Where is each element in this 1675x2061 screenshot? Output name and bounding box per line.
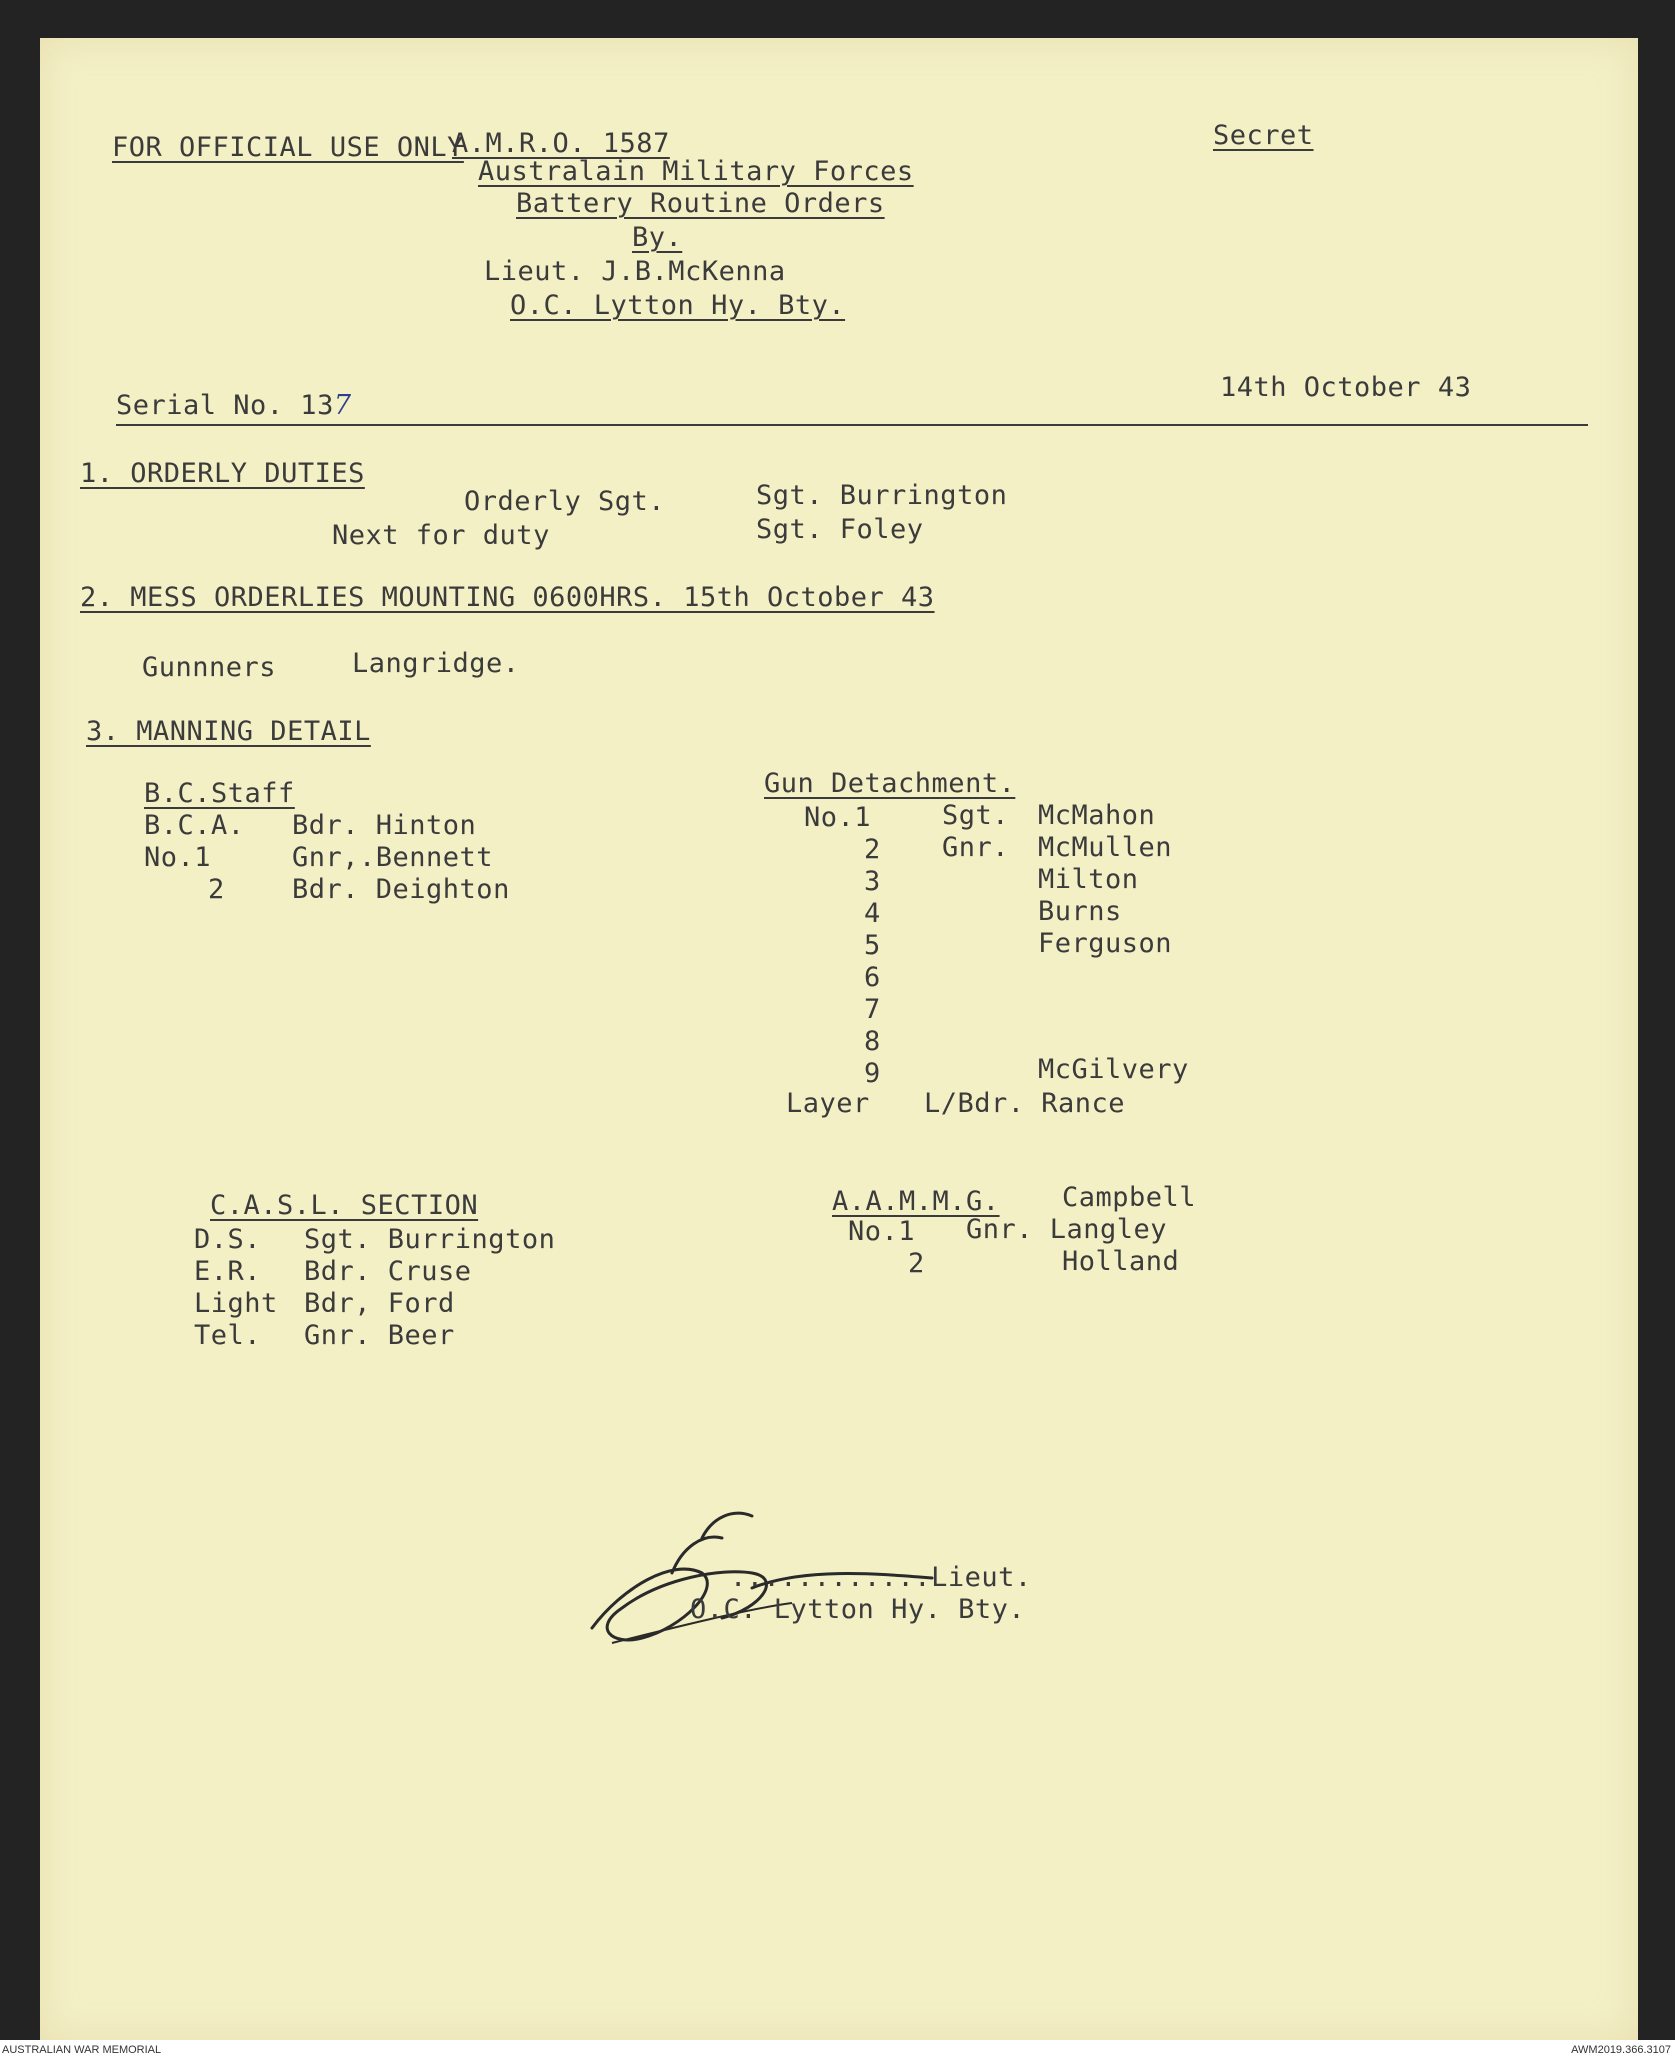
- gun-name: McMahon: [1038, 800, 1156, 831]
- casl-role: D.S.: [194, 1224, 262, 1255]
- document-page: [40, 38, 1638, 2040]
- gun-name: Milton: [1038, 864, 1139, 895]
- casl-name: Gnr. Beer: [304, 1320, 455, 1351]
- bc-staff-role: 2: [208, 874, 225, 905]
- gun-name: Ferguson: [1038, 928, 1173, 959]
- official-use-heading: FOR OFFICIAL USE ONLY: [112, 132, 464, 163]
- manning-detail-heading: 3. MANNING DETAIL: [86, 716, 371, 747]
- aammg-name: Holland: [1062, 1246, 1180, 1277]
- amro-number: A.M.R.O. 1587: [452, 128, 670, 159]
- gunners-value: Langridge.: [352, 648, 520, 679]
- gunners-label: Gunnners: [142, 652, 277, 683]
- gun-no: 3: [864, 866, 881, 897]
- casl-name: Bdr. Cruse: [304, 1256, 472, 1287]
- serial-rule: [116, 424, 1588, 426]
- serial-label: Serial No. 13: [116, 390, 334, 421]
- serial-handwritten-digit: 7: [333, 390, 352, 421]
- gun-no: 5: [864, 930, 881, 961]
- bc-staff-name: Bdr. Deighton: [292, 874, 510, 905]
- secret-marking: Secret: [1213, 120, 1314, 151]
- serial-number: [116, 390, 352, 421]
- casl-role: Light: [194, 1288, 278, 1319]
- orderly-duties-heading: 1. ORDERLY DUTIES: [80, 458, 365, 489]
- aammg-no: No.1: [848, 1216, 916, 1247]
- unit-line: O.C. Lytton Hy. Bty.: [510, 290, 846, 321]
- aammg-name: Gnr. Langley: [966, 1214, 1168, 1245]
- officer-line: Lieut. J.B.McKenna: [484, 256, 786, 287]
- gun-rank: Sgt.: [942, 800, 1010, 831]
- casl-name: Bdr, Ford: [304, 1288, 455, 1319]
- by-line: By.: [632, 222, 683, 253]
- gun-name: McMullen: [1038, 832, 1173, 863]
- gun-no: 4: [864, 898, 881, 929]
- orders-line: Battery Routine Orders: [516, 188, 885, 219]
- aammg-heading: A.A.M.M.G.: [832, 1186, 1000, 1217]
- footer-left-text: AUSTRALIAN WAR MEMORIAL: [2, 2044, 162, 2056]
- footer-right-text: AWM2019.366.3107: [1571, 2044, 1671, 2056]
- gun-detachment-heading: Gun Detachment.: [764, 768, 1016, 799]
- gun-rank: Gnr.: [942, 832, 1010, 863]
- casl-role: Tel.: [194, 1320, 262, 1351]
- casl-name: Sgt. Burrington: [304, 1224, 556, 1255]
- signature-title: O.C. Lytton Hy. Bty.: [690, 1594, 1026, 1625]
- layer-label: Layer: [786, 1088, 870, 1119]
- gun-no: 8: [864, 1026, 881, 1057]
- gun-no: 7: [864, 994, 881, 1025]
- orderly-sgt-label: Orderly Sgt.: [464, 486, 666, 517]
- signature-line: ............Lieut.: [730, 1562, 1032, 1593]
- gun-no: 6: [864, 962, 881, 993]
- bc-staff-role: No.1: [144, 842, 212, 873]
- gun-no: 9: [864, 1058, 881, 1089]
- order-date: 14th October 43: [1220, 372, 1472, 403]
- archive-footer: [0, 2040, 1675, 2061]
- mess-orderlies-heading: 2. MESS ORDERLIES MOUNTING 0600HRS. 15th October 43: [80, 582, 935, 613]
- org-line: Australain Military Forces: [478, 156, 914, 187]
- bc-staff-name: Bdr. Hinton: [292, 810, 477, 841]
- casl-role: E.R.: [194, 1256, 262, 1287]
- orderly-sgt-value: Sgt. Burrington: [756, 480, 1008, 511]
- gun-name: Burns: [1038, 896, 1122, 927]
- next-duty-value: Sgt. Foley: [756, 514, 924, 545]
- layer-value: L/Bdr. Rance: [924, 1088, 1126, 1119]
- casl-heading: C.A.S.L. SECTION: [210, 1190, 479, 1221]
- bc-staff-heading: B.C.Staff: [144, 778, 295, 809]
- gun-no: No.1: [804, 802, 872, 833]
- bc-staff-name: Gnr,.Bennett: [292, 842, 494, 873]
- aammg-heading-value: Campbell: [1062, 1182, 1197, 1213]
- bc-staff-role: B.C.A.: [144, 810, 245, 841]
- next-duty-label: Next for duty: [332, 520, 550, 551]
- aammg-no: 2: [908, 1248, 925, 1279]
- gun-name: McGilvery: [1038, 1054, 1189, 1085]
- gun-no: 2: [864, 834, 881, 865]
